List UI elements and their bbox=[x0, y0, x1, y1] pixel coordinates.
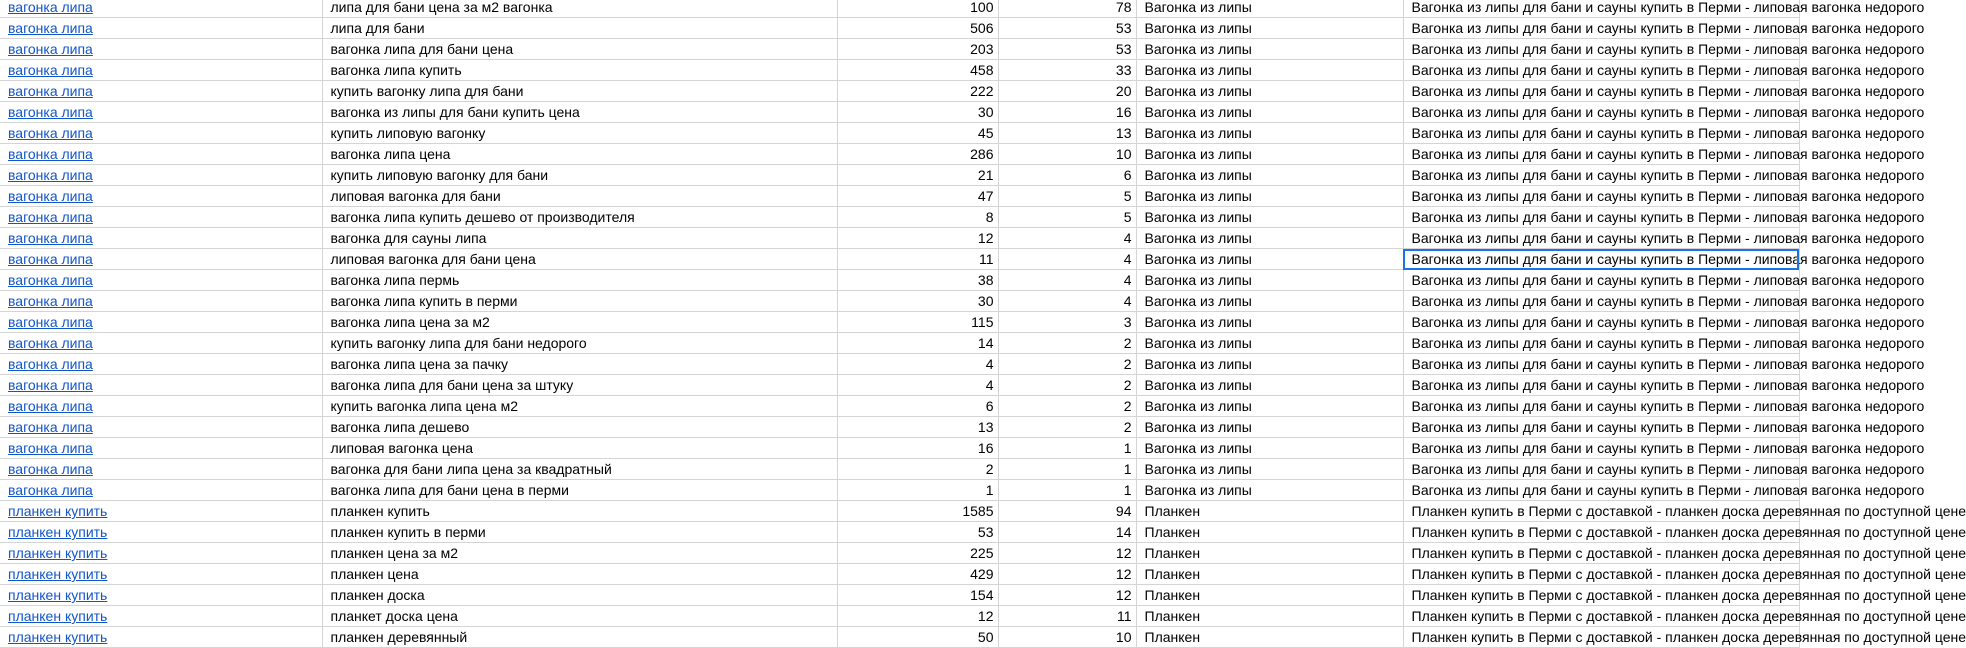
cell-keyword[interactable]: вагонка липа дешево bbox=[322, 417, 837, 438]
cell-title[interactable]: Вагонка из липы для бани и сауны купить в Перми - липовая вагонка недорого bbox=[1403, 144, 1799, 165]
cell-score[interactable]: 2 bbox=[998, 396, 1136, 417]
cell-category[interactable]: Вагонка из липы bbox=[1136, 438, 1403, 459]
cell-group-link[interactable]: вагонка липа bbox=[0, 144, 322, 165]
cell-score[interactable]: 4 bbox=[998, 291, 1136, 312]
table-row bbox=[0, 165, 1799, 186]
cell-title[interactable]: Вагонка из липы для бани и сауны купить в Перми - липовая вагонка недорого bbox=[1403, 480, 1799, 501]
cell-category[interactable]: Вагонка из липы bbox=[1136, 81, 1403, 102]
cell-keyword[interactable]: планкен цена bbox=[322, 564, 837, 585]
cell-category[interactable]: Планкен bbox=[1136, 564, 1403, 585]
cell-frequency[interactable]: 11 bbox=[837, 249, 998, 270]
table-row bbox=[0, 18, 1799, 39]
cell-frequency[interactable]: 8 bbox=[837, 207, 998, 228]
table-row bbox=[0, 501, 1799, 522]
cell-title[interactable]: Вагонка из липы для бани и сауны купить в Перми - липовая вагонка недорого bbox=[1403, 207, 1799, 228]
cell-frequency[interactable]: 458 bbox=[837, 60, 998, 81]
cell-score[interactable]: 1 bbox=[998, 459, 1136, 480]
cell-keyword[interactable]: планкен цена за м2 bbox=[322, 543, 837, 564]
cell-frequency[interactable]: 1 bbox=[837, 480, 998, 501]
cell-score[interactable]: 78 bbox=[998, 0, 1136, 18]
cell-category[interactable]: Вагонка из липы bbox=[1136, 396, 1403, 417]
cell-frequency[interactable]: 14 bbox=[837, 333, 998, 354]
cell-frequency[interactable]: 225 bbox=[837, 543, 998, 564]
cell-keyword[interactable]: вагонка липа для бани цена в перми bbox=[322, 480, 837, 501]
table-row bbox=[0, 207, 1799, 228]
cell-group-link[interactable]: планкен купить bbox=[0, 501, 322, 522]
cell-group-link[interactable]: вагонка липа bbox=[0, 228, 322, 249]
cell-group-link[interactable]: вагонка липа bbox=[0, 207, 322, 228]
cell-title[interactable]: Планкен купить в Перми с доставкой - планкен доска деревянная по доступной цене bbox=[1403, 585, 1799, 606]
cell-title[interactable]: Вагонка из липы для бани и сауны купить в Перми - липовая вагонка недорого bbox=[1403, 312, 1799, 333]
cell-category[interactable]: Вагонка из липы bbox=[1136, 102, 1403, 123]
cell-keyword[interactable]: вагонка липа для бани цена за штуку bbox=[322, 375, 837, 396]
cell-keyword[interactable]: вагонка липа цена за пачку bbox=[322, 354, 837, 375]
cell-title[interactable]: Вагонка из липы для бани и сауны купить в Перми - липовая вагонка недорого bbox=[1403, 0, 1799, 18]
cell-score[interactable]: 1 bbox=[998, 480, 1136, 501]
cell-keyword[interactable]: купить липовую вагонку bbox=[322, 123, 837, 144]
table-row bbox=[0, 144, 1799, 165]
cell-title[interactable]: Вагонка из липы для бани и сауны купить в Перми - липовая вагонка недорого bbox=[1403, 333, 1799, 354]
table-row bbox=[0, 438, 1799, 459]
cell-keyword[interactable]: вагонка для сауны липа bbox=[322, 228, 837, 249]
cell-title[interactable]: Вагонка из липы для бани и сауны купить в Перми - липовая вагонка недорого bbox=[1403, 18, 1799, 39]
table-row bbox=[0, 249, 1799, 270]
cell-category[interactable]: Вагонка из липы bbox=[1136, 39, 1403, 60]
cell-frequency[interactable]: 4 bbox=[837, 375, 998, 396]
cell-frequency[interactable]: 21 bbox=[837, 165, 998, 186]
cell-frequency[interactable]: 203 bbox=[837, 39, 998, 60]
cell-frequency[interactable]: 30 bbox=[837, 102, 998, 123]
table-row bbox=[0, 480, 1799, 501]
cell-frequency[interactable]: 154 bbox=[837, 585, 998, 606]
cell-keyword[interactable]: вагонка из липы для бани купить цена bbox=[322, 102, 837, 123]
cell-keyword[interactable]: вагонка липа купить дешево от производителя bbox=[322, 207, 837, 228]
cell-keyword[interactable]: купить липовую вагонку для бани bbox=[322, 165, 837, 186]
cell-frequency[interactable]: 13 bbox=[837, 417, 998, 438]
cell-frequency[interactable]: 2 bbox=[837, 459, 998, 480]
cell-frequency[interactable]: 4 bbox=[837, 354, 998, 375]
cell-score[interactable]: 13 bbox=[998, 123, 1136, 144]
cell-title[interactable]: Вагонка из липы для бани и сауны купить в Перми - липовая вагонка недорого bbox=[1403, 102, 1799, 123]
cell-category[interactable]: Планкен bbox=[1136, 543, 1403, 564]
cell-category[interactable]: Вагонка из липы bbox=[1136, 480, 1403, 501]
cell-score[interactable]: 6 bbox=[998, 165, 1136, 186]
cell-title[interactable]: Планкен купить в Перми с доставкой - планкен доска деревянная по доступной цене bbox=[1403, 606, 1799, 627]
cell-frequency[interactable]: 6 bbox=[837, 396, 998, 417]
cell-title[interactable]: Вагонка из липы для бани и сауны купить в Перми - липовая вагонка недорого bbox=[1403, 375, 1799, 396]
cell-category[interactable]: Вагонка из липы bbox=[1136, 60, 1403, 81]
cell-title[interactable]: Вагонка из липы для бани и сауны купить в Перми - липовая вагонка недорого bbox=[1403, 81, 1799, 102]
cell-title[interactable]: Вагонка из липы для бани и сауны купить в Перми - липовая вагонка недорого bbox=[1403, 396, 1799, 417]
cell-frequency[interactable]: 30 bbox=[837, 291, 998, 312]
cell-frequency[interactable]: 16 bbox=[837, 438, 998, 459]
cell-score[interactable]: 2 bbox=[998, 333, 1136, 354]
cell-frequency[interactable]: 115 bbox=[837, 312, 998, 333]
cell-group-link[interactable]: вагонка липа bbox=[0, 333, 322, 354]
cell-frequency[interactable]: 47 bbox=[837, 186, 998, 207]
cell-group-link[interactable]: вагонка липа bbox=[0, 81, 322, 102]
cell-keyword[interactable]: вагонка липа купить bbox=[322, 60, 837, 81]
cell-score[interactable]: 12 bbox=[998, 564, 1136, 585]
table-row bbox=[0, 312, 1799, 333]
cell-category[interactable]: Вагонка из липы bbox=[1136, 144, 1403, 165]
cell-category[interactable]: Вагонка из липы bbox=[1136, 207, 1403, 228]
cell-score[interactable]: 12 bbox=[998, 585, 1136, 606]
cell-category[interactable]: Вагонка из липы bbox=[1136, 333, 1403, 354]
table-row bbox=[0, 333, 1799, 354]
cell-title[interactable]: Вагонка из липы для бани и сауны купить в Перми - липовая вагонка недорого bbox=[1403, 354, 1799, 375]
table-row bbox=[0, 228, 1799, 249]
cell-group-link[interactable]: вагонка липа bbox=[0, 165, 322, 186]
cell-group-link[interactable]: вагонка липа bbox=[0, 438, 322, 459]
cell-frequency[interactable]: 38 bbox=[837, 270, 998, 291]
cell-group-link[interactable]: вагонка липа bbox=[0, 18, 322, 39]
cell-frequency[interactable]: 1585 bbox=[837, 501, 998, 522]
cell-keyword[interactable]: планкет доска цена bbox=[322, 606, 837, 627]
cell-frequency[interactable]: 12 bbox=[837, 606, 998, 627]
table-row bbox=[0, 270, 1799, 291]
table-row bbox=[0, 102, 1799, 123]
table-row bbox=[0, 60, 1799, 81]
cell-group-link[interactable]: вагонка липа bbox=[0, 186, 322, 207]
cell-group-link[interactable]: планкен купить bbox=[0, 627, 322, 648]
cell-group-link[interactable]: вагонка липа bbox=[0, 312, 322, 333]
cell-category[interactable]: Планкен bbox=[1136, 522, 1403, 543]
table-row bbox=[0, 585, 1799, 606]
cell-score[interactable]: 3 bbox=[998, 312, 1136, 333]
cell-frequency[interactable]: 100 bbox=[837, 0, 998, 18]
cell-group-link[interactable]: вагонка липа bbox=[0, 102, 322, 123]
cell-group-link[interactable]: планкен купить bbox=[0, 522, 322, 543]
cell-group-link[interactable]: планкен купить bbox=[0, 543, 322, 564]
table-row bbox=[0, 375, 1799, 396]
cell-frequency[interactable]: 429 bbox=[837, 564, 998, 585]
cell-title[interactable]: Планкен купить в Перми с доставкой - планкен доска деревянная по доступной цене bbox=[1403, 564, 1799, 585]
cell-keyword[interactable]: липовая вагонка цена bbox=[322, 438, 837, 459]
cell-score[interactable]: 2 bbox=[998, 354, 1136, 375]
cell-score[interactable]: 53 bbox=[998, 39, 1136, 60]
table-row bbox=[0, 564, 1799, 585]
cell-title[interactable]: Вагонка из липы для бани и сауны купить в Перми - липовая вагонка недорого bbox=[1403, 165, 1799, 186]
cell-title[interactable]: Вагонка из липы для бани и сауны купить в Перми - липовая вагонка недорого bbox=[1403, 417, 1799, 438]
cell-category[interactable]: Вагонка из липы bbox=[1136, 312, 1403, 333]
cell-group-link[interactable]: вагонка липа bbox=[0, 249, 322, 270]
cell-title[interactable]: Вагонка из липы для бани и сауны купить в Перми - липовая вагонка недорого bbox=[1403, 60, 1799, 81]
cell-score[interactable]: 2 bbox=[998, 375, 1136, 396]
cell-title[interactable]: Планкен купить в Перми с доставкой - планкен доска деревянная по доступной цене bbox=[1403, 501, 1799, 522]
table-row bbox=[0, 522, 1799, 543]
cell-category[interactable]: Планкен bbox=[1136, 606, 1403, 627]
cell-score[interactable]: 5 bbox=[998, 186, 1136, 207]
cell-keyword[interactable]: вагонка для бани липа цена за квадратный bbox=[322, 459, 837, 480]
cell-score[interactable]: 4 bbox=[998, 270, 1136, 291]
cell-keyword[interactable]: планкен доска bbox=[322, 585, 837, 606]
cell-group-link[interactable]: вагонка липа bbox=[0, 270, 322, 291]
table-row bbox=[0, 186, 1799, 207]
cell-score[interactable]: 94 bbox=[998, 501, 1136, 522]
cell-score[interactable]: 12 bbox=[998, 543, 1136, 564]
cell-score[interactable]: 5 bbox=[998, 207, 1136, 228]
cell-category[interactable]: Планкен bbox=[1136, 627, 1403, 648]
cell-title[interactable]: Вагонка из липы для бани и сауны купить в Перми - липовая вагонка недорого bbox=[1403, 186, 1799, 207]
cell-title[interactable]: Вагонка из липы для бани и сауны купить в Перми - липовая вагонка недорого bbox=[1403, 123, 1799, 144]
cell-keyword[interactable]: липа для бани bbox=[322, 18, 837, 39]
cell-score[interactable]: 10 bbox=[998, 144, 1136, 165]
cell-keyword[interactable]: планкен купить bbox=[322, 501, 837, 522]
cell-group-link[interactable]: вагонка липа bbox=[0, 480, 322, 501]
cell-category[interactable]: Вагонка из липы bbox=[1136, 249, 1403, 270]
cell-score[interactable]: 16 bbox=[998, 102, 1136, 123]
table-row bbox=[0, 354, 1799, 375]
cell-score[interactable]: 14 bbox=[998, 522, 1136, 543]
cell-category[interactable]: Вагонка из липы bbox=[1136, 270, 1403, 291]
cell-category[interactable]: Вагонка из липы bbox=[1136, 375, 1403, 396]
cell-category[interactable]: Вагонка из липы bbox=[1136, 417, 1403, 438]
cell-score[interactable]: 4 bbox=[998, 249, 1136, 270]
cell-keyword[interactable]: вагонка липа цена bbox=[322, 144, 837, 165]
cell-title[interactable]: Вагонка из липы для бани и сауны купить в Перми - липовая вагонка недорого bbox=[1403, 249, 1799, 270]
cell-keyword[interactable]: липа для бани цена за м2 вагонка bbox=[322, 0, 837, 18]
cell-group-link[interactable]: вагонка липа bbox=[0, 396, 322, 417]
cell-frequency[interactable]: 53 bbox=[837, 522, 998, 543]
cell-title[interactable]: Планкен купить в Перми с доставкой - планкен доска деревянная по доступной цене bbox=[1403, 627, 1799, 648]
cell-title[interactable]: Планкен купить в Перми с доставкой - планкен доска деревянная по доступной цене bbox=[1403, 543, 1799, 564]
table-row bbox=[0, 543, 1799, 564]
cell-score[interactable]: 20 bbox=[998, 81, 1136, 102]
cell-group-link[interactable]: вагонка липа bbox=[0, 123, 322, 144]
table-row bbox=[0, 39, 1799, 60]
cell-keyword[interactable]: липовая вагонка для бани bbox=[322, 186, 837, 207]
cell-score[interactable]: 11 bbox=[998, 606, 1136, 627]
cell-score[interactable]: 10 bbox=[998, 627, 1136, 648]
cell-group-link[interactable]: планкен купить bbox=[0, 585, 322, 606]
cell-group-link[interactable]: вагонка липа bbox=[0, 0, 322, 18]
cell-score[interactable]: 33 bbox=[998, 60, 1136, 81]
cell-keyword[interactable]: купить вагонка липа цена м2 bbox=[322, 396, 837, 417]
cell-keyword[interactable]: купить вагонку липа для бани недорого bbox=[322, 333, 837, 354]
cell-category[interactable]: Вагонка из липы bbox=[1136, 186, 1403, 207]
table-row bbox=[0, 291, 1799, 312]
cell-score[interactable]: 1 bbox=[998, 438, 1136, 459]
cell-keyword[interactable]: липовая вагонка для бани цена bbox=[322, 249, 837, 270]
cell-group-link[interactable]: вагонка липа bbox=[0, 417, 322, 438]
cell-group-link[interactable]: вагонка липа bbox=[0, 291, 322, 312]
cell-title[interactable]: Вагонка из липы для бани и сауны купить в Перми - липовая вагонка недорого bbox=[1403, 291, 1799, 312]
cell-title[interactable]: Вагонка из липы для бани и сауны купить в Перми - липовая вагонка недорого bbox=[1403, 270, 1799, 291]
cell-title[interactable]: Вагонка из липы для бани и сауны купить в Перми - липовая вагонка недорого bbox=[1403, 459, 1799, 480]
cell-category[interactable]: Вагонка из липы bbox=[1136, 18, 1403, 39]
cell-category[interactable]: Планкен bbox=[1136, 585, 1403, 606]
cell-category[interactable]: Вагонка из липы bbox=[1136, 354, 1403, 375]
cell-score[interactable]: 4 bbox=[998, 228, 1136, 249]
cell-title[interactable]: Вагонка из липы для бани и сауны купить в Перми - липовая вагонка недорого bbox=[1403, 228, 1799, 249]
cell-score[interactable]: 2 bbox=[998, 417, 1136, 438]
cell-group-link[interactable]: вагонка липа bbox=[0, 60, 322, 81]
cell-group-link[interactable]: вагонка липа bbox=[0, 459, 322, 480]
cell-category[interactable]: Вагонка из липы bbox=[1136, 459, 1403, 480]
table-row bbox=[0, 123, 1799, 144]
cell-frequency[interactable]: 286 bbox=[837, 144, 998, 165]
cell-score[interactable]: 53 bbox=[998, 18, 1136, 39]
cell-frequency[interactable]: 50 bbox=[837, 627, 998, 648]
cell-keyword[interactable]: планкен деревянный bbox=[322, 627, 837, 648]
cell-group-link[interactable]: вагонка липа bbox=[0, 39, 322, 60]
cell-frequency[interactable]: 45 bbox=[837, 123, 998, 144]
cell-frequency[interactable]: 222 bbox=[837, 81, 998, 102]
cell-frequency[interactable]: 506 bbox=[837, 18, 998, 39]
table-row bbox=[0, 0, 1799, 18]
cell-title[interactable]: Вагонка из липы для бани и сауны купить в Перми - липовая вагонка недорого bbox=[1403, 39, 1799, 60]
cell-keyword[interactable]: вагонка липа пермь bbox=[322, 270, 837, 291]
cell-keyword[interactable]: вагонка липа цена за м2 bbox=[322, 312, 837, 333]
cell-group-link[interactable]: вагонка липа bbox=[0, 375, 322, 396]
cell-group-link[interactable]: планкен купить bbox=[0, 606, 322, 627]
table-row bbox=[0, 459, 1799, 480]
cell-keyword[interactable]: вагонка липа для бани цена bbox=[322, 39, 837, 60]
table-row bbox=[0, 81, 1799, 102]
cell-group-link[interactable]: вагонка липа bbox=[0, 354, 322, 375]
table-row bbox=[0, 417, 1799, 438]
table-row bbox=[0, 396, 1799, 417]
cell-category[interactable]: Вагонка из липы bbox=[1136, 165, 1403, 186]
cell-title[interactable]: Планкен купить в Перми с доставкой - планкен доска деревянная по доступной цене bbox=[1403, 522, 1799, 543]
cell-category[interactable]: Планкен bbox=[1136, 501, 1403, 522]
cell-category[interactable]: Вагонка из липы bbox=[1136, 291, 1403, 312]
cell-keyword[interactable]: купить вагонку липа для бани bbox=[322, 81, 837, 102]
cell-keyword[interactable]: вагонка липа купить в перми bbox=[322, 291, 837, 312]
table-row bbox=[0, 606, 1799, 627]
table-row bbox=[0, 627, 1799, 648]
cell-keyword[interactable]: планкен купить в перми bbox=[322, 522, 837, 543]
cell-category[interactable]: Вагонка из липы bbox=[1136, 0, 1403, 18]
cell-frequency[interactable]: 12 bbox=[837, 228, 998, 249]
cell-group-link[interactable]: планкен купить bbox=[0, 564, 322, 585]
cell-category[interactable]: Вагонка из липы bbox=[1136, 228, 1403, 249]
cell-category[interactable]: Вагонка из липы bbox=[1136, 123, 1403, 144]
cell-title[interactable]: Вагонка из липы для бани и сауны купить в Перми - липовая вагонка недорого bbox=[1403, 438, 1799, 459]
